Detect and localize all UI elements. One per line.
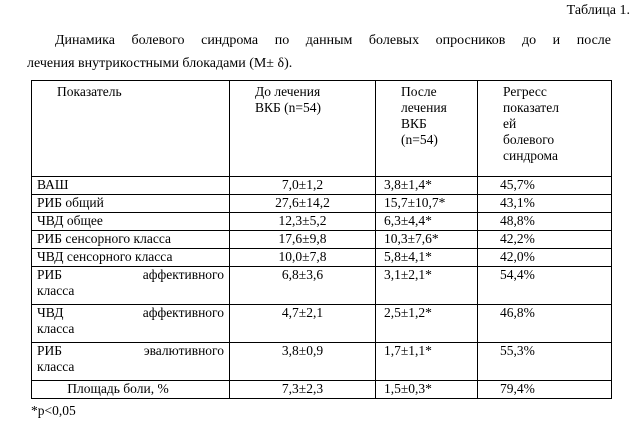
table-row xyxy=(32,213,612,231)
header-regress xyxy=(478,81,612,177)
cell-indicator: ВАШ xyxy=(32,177,230,195)
cell-indicator xyxy=(32,343,230,381)
cell-after: 1,5±0,3* xyxy=(376,381,478,399)
header-indicator xyxy=(32,81,230,177)
table-row xyxy=(32,381,612,399)
table-row xyxy=(32,177,612,195)
header-line: показател xyxy=(503,100,559,115)
header-line: болевого xyxy=(503,132,555,147)
indicator-line-1: РИБ эвалютивного xyxy=(37,343,224,358)
cell-before: 4,7±2,1 xyxy=(230,305,376,343)
indicator-line-1: РИБ аффективного xyxy=(37,267,224,282)
table-row xyxy=(32,343,612,381)
pain-dynamics-table xyxy=(31,80,612,399)
cell-after: 10,3±7,6* xyxy=(376,231,478,249)
header-line: синдрома xyxy=(503,148,558,163)
cell-indicator: РИБ сенсорного класса xyxy=(32,231,230,249)
header-after xyxy=(376,81,478,177)
cell-before: 3,8±0,9 xyxy=(230,343,376,381)
header-line: Показатель xyxy=(57,84,122,99)
header-line: После xyxy=(401,84,437,99)
header-line: До лечения xyxy=(255,84,321,99)
header-line: лечения xyxy=(401,100,447,115)
cell-regress: 79,4% xyxy=(478,381,612,399)
table-row xyxy=(32,305,612,343)
cell-before: 7,0±1,2 xyxy=(230,177,376,195)
caption-line-1: Динамика болевого синдрома по данным болевых опросников до и после xyxy=(55,33,611,48)
cell-before: 27,6±14,2 xyxy=(230,195,376,213)
cell-indicator: ЧВД сенсорного класса xyxy=(32,249,230,267)
cell-indicator xyxy=(32,305,230,343)
table-row xyxy=(32,195,612,213)
table-header-row xyxy=(32,81,612,177)
footnote-significance: *p<0,05 xyxy=(31,403,76,418)
cell-regress: 54,4% xyxy=(478,267,612,305)
header-line: (n=54) xyxy=(401,132,438,147)
cell-before: 10,0±7,8 xyxy=(230,249,376,267)
indicator-line-2: класса xyxy=(37,321,75,336)
cell-after: 2,5±1,2* xyxy=(376,305,478,343)
caption-line-2: лечения внутрикостными блокадами (M± δ). xyxy=(27,56,293,71)
cell-indicator: Площадь боли, % xyxy=(32,381,230,399)
cell-before: 17,6±9,8 xyxy=(230,231,376,249)
cell-before: 6,8±3,6 xyxy=(230,267,376,305)
cell-regress: 42,2% xyxy=(478,231,612,249)
indicator-line-1: ЧВД аффективного xyxy=(37,305,224,320)
cell-regress: 42,0% xyxy=(478,249,612,267)
cell-after: 1,7±1,1* xyxy=(376,343,478,381)
table-caption xyxy=(27,29,611,75)
cell-after: 5,8±4,1* xyxy=(376,249,478,267)
cell-after: 6,3±4,4* xyxy=(376,213,478,231)
cell-after: 15,7±10,7* xyxy=(376,195,478,213)
cell-before: 7,3±2,3 xyxy=(230,381,376,399)
indicator-line-2: класса xyxy=(37,283,75,298)
cell-regress: 48,8% xyxy=(478,213,612,231)
table-row xyxy=(32,267,612,305)
header-line: ВКБ xyxy=(401,116,427,131)
cell-indicator: ЧВД общее xyxy=(32,213,230,231)
table-number-label: Таблица 1. xyxy=(566,3,630,18)
cell-regress: 43,1% xyxy=(478,195,612,213)
cell-indicator: РИБ общий xyxy=(32,195,230,213)
cell-after: 3,1±2,1* xyxy=(376,267,478,305)
cell-after: 3,8±1,4* xyxy=(376,177,478,195)
cell-indicator xyxy=(32,267,230,305)
header-before xyxy=(230,81,376,177)
indicator-line-2: класса xyxy=(37,359,75,374)
cell-before: 12,3±5,2 xyxy=(230,213,376,231)
table-row xyxy=(32,231,612,249)
cell-regress: 45,7% xyxy=(478,177,612,195)
header-line: ей xyxy=(503,116,517,131)
header-line: ВКБ (n=54) xyxy=(255,100,321,115)
cell-regress: 55,3% xyxy=(478,343,612,381)
table-row xyxy=(32,249,612,267)
cell-regress: 46,8% xyxy=(478,305,612,343)
header-line: Регресс xyxy=(503,84,547,99)
